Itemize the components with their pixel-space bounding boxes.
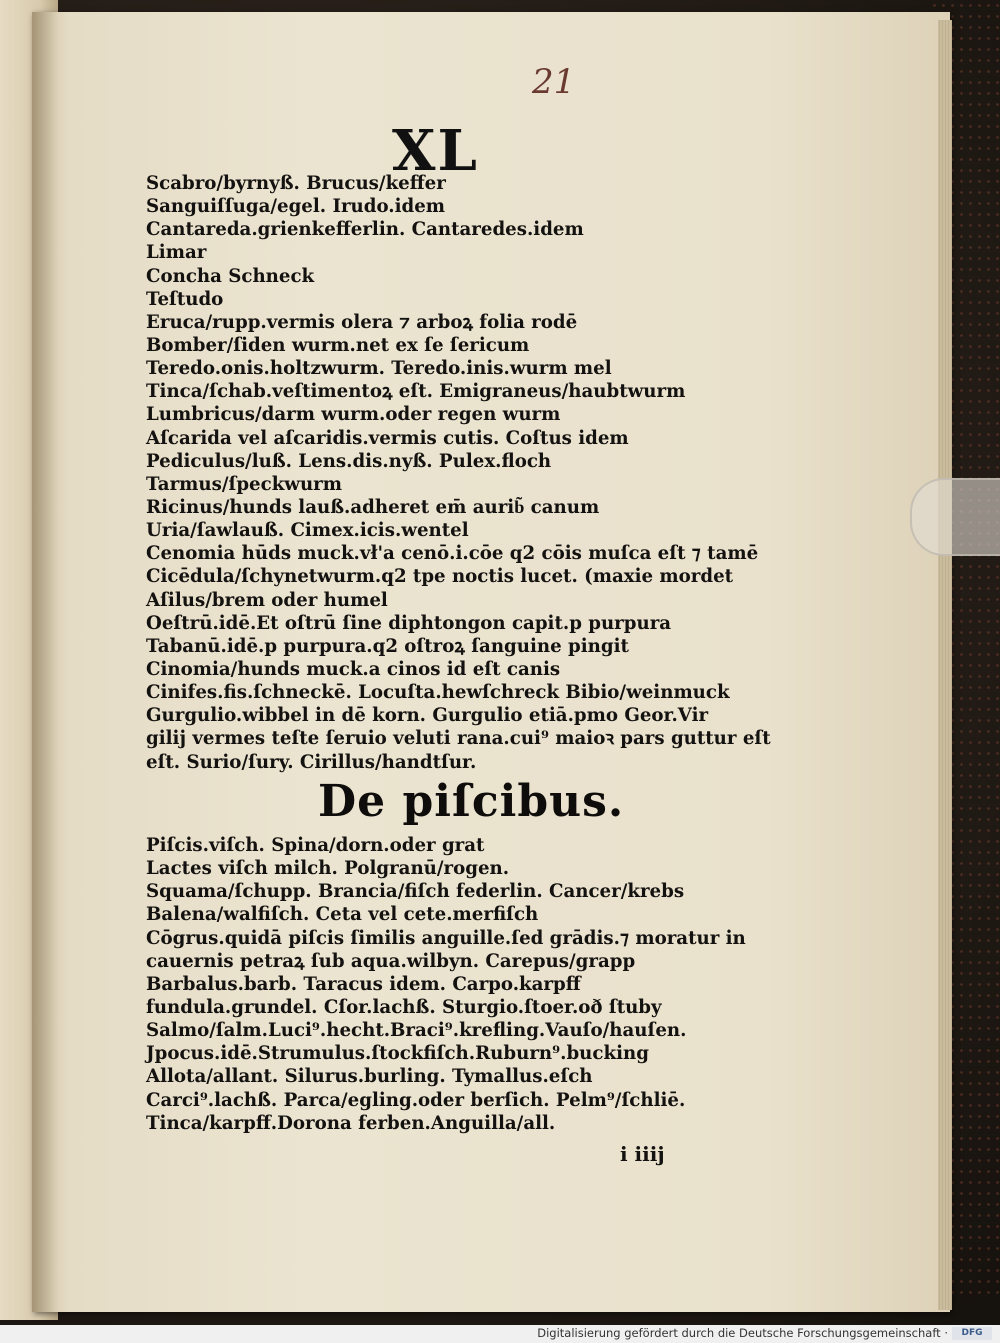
text-line: Limar	[146, 242, 207, 264]
text-line: Cinifes.fis.ſchneckē. Locuſta.hewſchreck Bibio/weinmuck	[146, 682, 730, 704]
text-line: Allota/allant. Silurus.burling. Tymallus.eſch	[146, 1066, 593, 1088]
footer-credit: Digitalisierung gefördert durch die Deutsche Forschungsgemeinschaft ·	[537, 1326, 948, 1340]
page-heading: XL	[392, 118, 479, 184]
page-edges	[938, 20, 952, 1310]
page-clip-tab	[910, 478, 1000, 556]
text-line: Cinomia/hunds muck.a cinos id eſt canis	[146, 658, 561, 680]
text-line: Tabanū.idē.p purpura.q2 oſtroꝝ ſanguine pingit	[146, 635, 629, 657]
text-line: Teredo.onis.holtzwurm. Teredo.inis.wurm mel	[146, 358, 612, 380]
text-line: Scabro/byrnyß. Brucus/keffer	[146, 173, 446, 194]
text-line: Lumbricus/darm wurm.oder regen wurm	[146, 404, 561, 426]
text-line: Pediculus/luß. Lens.dis.nyß. Pulex.floch	[146, 450, 552, 472]
text-line: Tinca/ſchab.veſtimentoꝝ eſt. Emigraneus/haubtwurm	[146, 381, 686, 403]
entries-bottom	[146, 834, 746, 1135]
text-line: Bomber/ſiden wurm.net ex ſe ſericum	[146, 334, 530, 356]
text-line: gilij vermes teſte ſeruio veluti rana.cui⁹ maioꝛ pars guttur eſt	[146, 728, 771, 750]
text-line: Teſtudo	[146, 288, 224, 310]
text-line: Piſcis.viſch. Spina/dorn.oder grat	[146, 835, 485, 856]
text-line: Ricinus/hunds lauß.adheret em̄ aurib͂ canum	[146, 496, 600, 518]
text-line: Uria/ſawlauß. Cimex.icis.wentel	[146, 520, 469, 542]
text-line: Sanguiſſuga/egel. Irudo.idem	[146, 196, 446, 218]
text-line: Cantareda.grienkefferlin. Cantaredes.idem	[146, 219, 584, 241]
text-line: Concha Schneck	[146, 265, 315, 287]
text-line: Jpocus.idē.Strumulus.ſtockfiſch.Ruburn⁹.bucking	[146, 1043, 649, 1065]
text-line: Lactes viſch milch. Polgranū/rogen.	[146, 858, 510, 880]
text-line: Oeſtrū.idē.Et oſtrū ſine diphtongon capit.p purpura	[146, 612, 672, 634]
text-line: Salmo/ſalm.Luci⁹.hecht.Braci⁹.krefling.Vauſo/hauſen.	[146, 1020, 687, 1042]
signature-mark: i iiij	[620, 1142, 665, 1166]
text-line: Tarmus/ſpeckwurm	[146, 473, 343, 495]
text-line: fundula.grundel. Cſor.lachß. Sturgio.ſtoer.oð ſtuby	[146, 996, 662, 1018]
text-line: Tinca/karpff.Dorona ferben.Anguilla/all.	[146, 1112, 556, 1134]
text-line: Balena/walfiſch. Ceta vel cete.merfiſch	[146, 904, 539, 926]
text-line: Cōgrus.quidā piſcis ſimilis anguille.ſed grādis.⁊ moratur in	[146, 927, 746, 949]
text-line: Barbalus.barb. Taracus idem. Carpo.karpff	[146, 973, 581, 995]
text-line: Cenomia hūds muck.vł'a cenō.i.cōe q2 cōis muſca eſt ⁊ tamē	[146, 543, 759, 565]
text-line: Eruca/rupp.vermis olera ⁊ arboꝝ folia rodē	[146, 311, 578, 333]
entries-top	[146, 172, 771, 774]
text-line: Carci⁹.lachß. Parca/egling.oder berſich. Pelm⁹/ſchliē.	[146, 1089, 686, 1111]
text-line: Gurgulio.wibbel in dē korn. Gurgulio etiā.pmo Geor.Vir	[146, 705, 709, 727]
gutter-shadow	[32, 12, 58, 1312]
text-line: cauernis petraꝝ ſub aqua.wilbyn. Carepus/grapp	[146, 950, 636, 972]
text-line: Squama/ſchupp. Brancia/fiſch federlin. Cancer/krebs	[146, 881, 685, 903]
folio-mark: 21	[532, 62, 576, 102]
text-line: Cicēdula/ſchynetwurm.q2 tpe noctis lucet. (maxie mordet	[146, 566, 734, 588]
section-heading: De piſcibus.	[318, 776, 625, 827]
text-line: Aſcarida vel aſcaridis.vermis cutis. Coſtus idem	[146, 427, 629, 449]
dfg-logo: DFG	[952, 1327, 992, 1340]
text-line: eſt. Surio/ſury. Cirillus/handtſur.	[146, 751, 477, 773]
text-line: Aſilus/brem oder humel	[146, 589, 388, 611]
